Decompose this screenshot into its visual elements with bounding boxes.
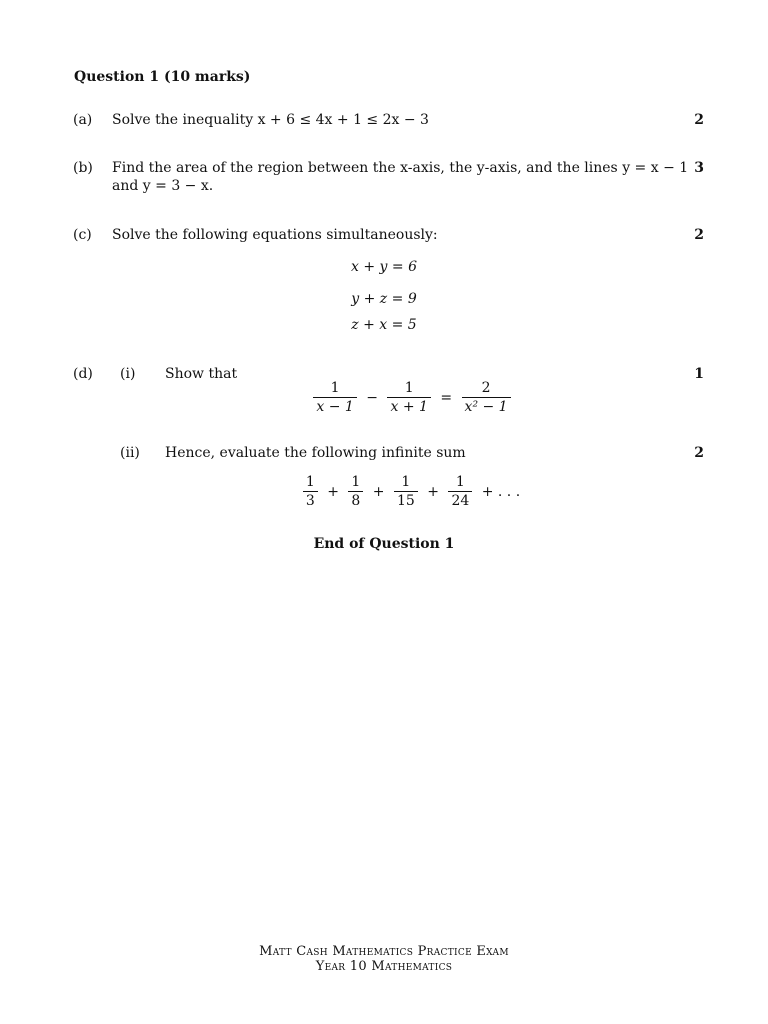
term-1-numerator: 1 [305,474,315,490]
part-a-label: (a) [73,112,93,128]
term-4 [448,474,472,509]
term-4-numerator: 1 [455,474,465,490]
equation-3: z + x = 5 [351,317,417,333]
part-c-label: (c) [73,227,92,243]
term-4-denominator: 24 [448,491,472,509]
part-b-line1: Find the area of the region between the x-axis, the y-axis, and the lines y = x − 1 [112,160,689,176]
term-2 [348,474,363,509]
part-b-marks: 3 [694,160,704,176]
fraction-2-denominator: x + 1 [387,397,430,415]
end-of-question: End of Question 1 [313,536,455,552]
question-title: Question 1 (10 marks) [74,69,251,85]
fraction-2-numerator: 1 [404,380,414,396]
fraction-2 [387,380,430,415]
part-d-ii-label: (ii) [120,445,140,461]
term-1 [303,474,318,509]
equation-2: y + z = 9 [351,291,417,307]
footer-line-1: Matt Cash Mathematics Practice Exam [259,944,509,959]
minus-sign: − [366,389,379,406]
equals-sign: = [440,389,453,406]
term-2-numerator: 1 [351,474,361,490]
plus-sign: + [427,483,439,500]
part-b-label: (b) [73,160,93,176]
part-a-marks: 2 [694,112,704,128]
fraction-3-numerator: 2 [481,380,491,396]
part-c-marks: 2 [694,227,704,243]
identity-equation [28,380,768,415]
plus-sign: + [327,483,339,500]
fraction-3 [462,380,511,415]
sum-tail: + . . . [481,483,521,500]
term-3 [394,474,418,509]
term-1-denominator: 3 [303,491,318,509]
part-d-i-text: Show that [165,366,238,382]
infinite-sum [28,474,768,509]
term-2-denominator: 8 [348,491,363,509]
part-b-line2: and y = 3 − x. [112,178,214,194]
part-d-i-marks: 1 [694,366,704,382]
fraction-3-denominator: x² − 1 [462,397,511,415]
term-3-denominator: 15 [394,491,418,509]
part-d-ii-text: Hence, evaluate the following infinite sum [165,445,466,461]
plus-sign: + [372,483,385,500]
part-c-text: Solve the following equations simultaneously: [112,227,438,243]
fraction-1-denominator: x − 1 [313,397,356,415]
part-d-label: (d) [73,366,93,382]
fraction-1-numerator: 1 [330,380,340,396]
term-3-numerator: 1 [401,474,411,490]
part-a-text: Solve the inequality x + 6 ≤ 4x + 1 ≤ 2x − 3 [112,112,429,128]
footer-line-2: Year 10 Mathematics [315,959,453,974]
part-d-ii-marks: 2 [694,445,704,461]
equation-1: x + y = 6 [351,259,417,275]
part-d-i-label: (i) [120,366,136,382]
fraction-1 [313,380,356,415]
